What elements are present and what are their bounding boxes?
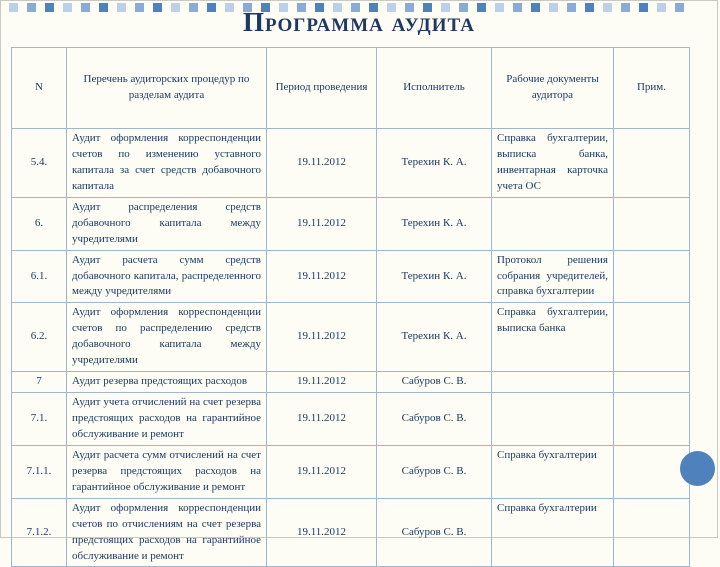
executor-cell: Сабуров С. В. [377,372,492,393]
period-cell: 19.11.2012 [267,393,377,446]
executor-cell: Сабуров С. В. [377,498,492,567]
column-header-0: N [12,48,67,129]
n-cell: 6. [12,197,67,250]
table-row [12,498,690,567]
executor-cell: Сабуров С. В. [377,393,492,446]
period-cell: 19.11.2012 [267,129,377,198]
n-cell: 7.1.2. [12,498,67,567]
note-cell [614,445,690,498]
period-cell: 19.11.2012 [267,250,377,303]
n-cell: 5.4. [12,129,67,198]
table-row [12,303,690,372]
table-row [12,250,690,303]
documents-cell: Протокол решения собрания учредителей, справка бухгалтерии [492,250,614,303]
documents-cell: Справка бухгалтерии, выписка банка, инвентарная карточка учета ОС [492,129,614,198]
procedure-cell: Аудит расчета сумм отчислений на счет резерва предстоящих расходов на гарантийное обслуживание и ремонт [67,445,267,498]
procedure-cell: Аудит учета отчислений на счет резерва предстоящих расходов на гарантийное обслуживание и ремонт [67,393,267,446]
period-cell: 19.11.2012 [267,372,377,393]
executor-cell: Терехин К. А. [377,129,492,198]
procedure-cell: Аудит оформления корреспонденции счетов по отчислениям на счет резерва предстоящих расходов на гарантийное обслуживание и ремонт [67,498,267,567]
procedure-cell: Аудит оформления корреспонденции счетов по изменению уставного капитала за счет средств добавочного капитала [67,129,267,198]
executor-cell: Терехин К. А. [377,197,492,250]
column-header-4: Рабочие документы аудитора [492,48,614,129]
procedure-cell: Аудит распределения средств добавочного капитала между учредителями [67,197,267,250]
executor-cell: Терехин К. А. [377,250,492,303]
decorative-circle [680,451,715,486]
period-cell: 19.11.2012 [267,445,377,498]
column-header-5: Прим. [614,48,690,129]
documents-cell [492,372,614,393]
column-header-2: Период проведения [267,48,377,129]
note-cell [614,372,690,393]
column-header-3: Исполнитель [377,48,492,129]
note-cell [614,197,690,250]
note-cell [614,129,690,198]
note-cell [614,393,690,446]
table-row [12,393,690,446]
procedure-cell: Аудит расчета сумм средств добавочного капитала, распределенного между учредителями [67,250,267,303]
table-header-row [12,48,690,129]
note-cell [614,303,690,372]
audit-program-table [11,47,690,567]
documents-cell: Справка бухгалтерии [492,498,614,567]
slide-title: Программа аудита [243,7,475,37]
table-row [12,197,690,250]
n-cell: 7 [12,372,67,393]
documents-cell [492,393,614,446]
executor-cell: Сабуров С. В. [377,445,492,498]
n-cell: 7.1.1. [12,445,67,498]
n-cell: 6.2. [12,303,67,372]
period-cell: 19.11.2012 [267,197,377,250]
table-row [12,129,690,198]
n-cell: 6.1. [12,250,67,303]
note-cell [614,498,690,567]
column-header-1: Перечень аудиторских процедур по разделам аудита [67,48,267,129]
n-cell: 7.1. [12,393,67,446]
procedure-cell: Аудит оформления корреспонденции счетов по распределению средств добавочного капитала между учредителями [67,303,267,372]
table-row [12,372,690,393]
documents-cell [492,197,614,250]
table-row [12,445,690,498]
procedure-cell: Аудит резерва предстоящих расходов [67,372,267,393]
executor-cell: Терехин К. А. [377,303,492,372]
period-cell: 19.11.2012 [267,498,377,567]
documents-cell: Справка бухгалтерии [492,445,614,498]
note-cell [614,250,690,303]
period-cell: 19.11.2012 [267,303,377,372]
documents-cell: Справка бухгалтерии, выписка банка [492,303,614,372]
